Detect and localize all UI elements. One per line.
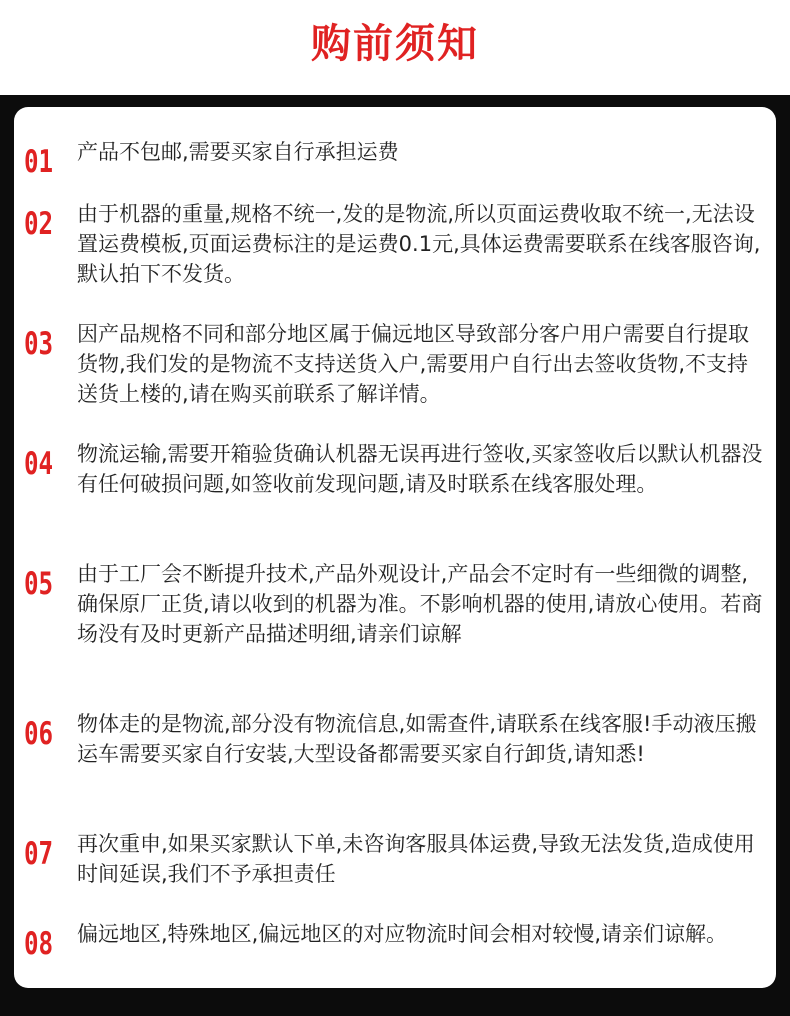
item-text: 由于机器的重量,规格不统一,发的是物流,所以页面运费收取不统一,无法设置运费模板,页面运费标注的是运费0.1元,具体运费需要联系在线客服咨询,默认拍下不发货。 <box>77 202 761 286</box>
item-text: 产品不包邮,需要买家自行承担运费 <box>77 140 399 164</box>
item-text: 物流运输,需要开箱验货确认机器无误再进行签收,买家签收后以默认机器没有任何破损问题,如签收前发现问题,请及时联系在线客服处理。 <box>77 442 763 496</box>
item-text: 由于工厂会不断提升技术,产品外观设计,产品会不定时有一些细微的调整,确保原厂正货,请以收到的机器为准。不影响机器的使用,请放心使用。若商场没有及时更新产品描述明细,请亲们谅解 <box>77 562 763 646</box>
notice-card <box>14 107 776 988</box>
item-number: 06 <box>24 716 54 752</box>
item-number: 01 <box>24 144 54 180</box>
page-title: 购前须知 <box>311 21 479 67</box>
item-number: 03 <box>24 326 54 362</box>
item-number: 07 <box>24 836 54 872</box>
item-number: 02 <box>24 206 54 242</box>
item-text: 物体走的是物流,部分没有物流信息,如需查件,请联系在线客服!手动液压搬运车需要买家自行安装,大型设备都需要买家自行卸货,请知悉! <box>77 712 757 766</box>
item-text: 偏远地区,特殊地区,偏远地区的对应物流时间会相对较慢,请亲们谅解。 <box>77 922 728 946</box>
item-text: 因产品规格不同和部分地区属于偏远地区导致部分客户用户需要自行提取货物,我们发的是物流不支持送货入户,需要用户自行出去签收货物,不支持送货上楼的,请在购买前联系了解详情。 <box>77 322 749 406</box>
header <box>0 0 790 95</box>
item-number: 04 <box>24 446 54 482</box>
item-number: 05 <box>24 566 54 602</box>
item-number: 08 <box>24 926 54 962</box>
item-text: 再次重申,如果买家默认下单,未咨询客服具体运费,导致无法发货,造成使用时间延误,我们不予承担责任 <box>77 832 755 886</box>
